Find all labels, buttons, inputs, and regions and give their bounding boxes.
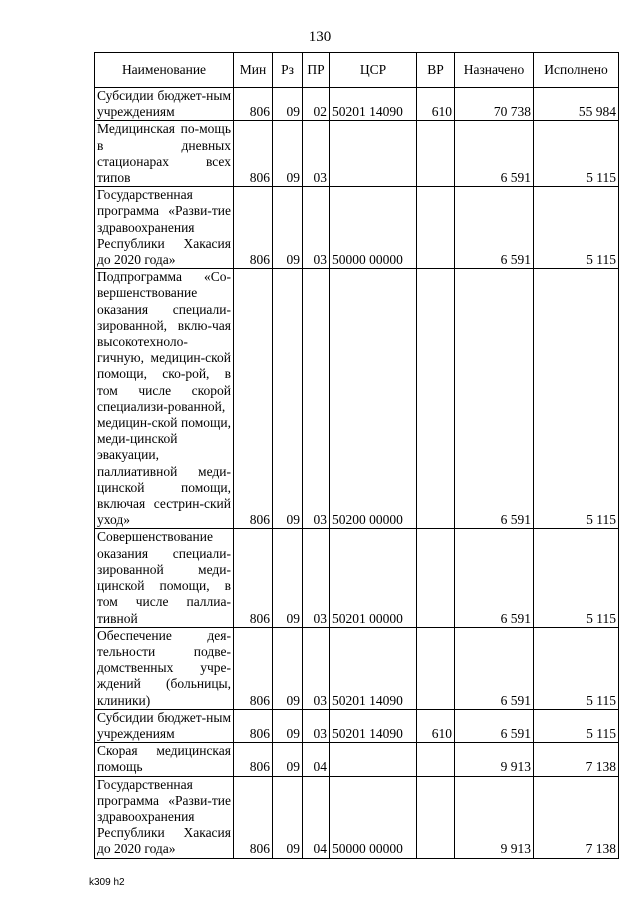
header-rz: Рз — [273, 53, 303, 88]
cell-name: Медицинская по-мощь в дневных стационарах всех типов — [95, 121, 234, 187]
cell-pr: 04 — [303, 743, 330, 776]
cell-vr — [417, 776, 455, 858]
header-csr: ЦСР — [330, 53, 417, 88]
cell-executed: 5 115 — [534, 187, 619, 269]
cell-csr: 50000 00000 — [330, 776, 417, 858]
header-assigned: Назначено — [455, 53, 534, 88]
cell-vr: 610 — [417, 709, 455, 742]
header-name: Наименование — [95, 53, 234, 88]
header-row — [95, 53, 619, 88]
cell-csr — [330, 121, 417, 187]
cell-executed: 55 984 — [534, 88, 619, 121]
cell-csr: 50201 14090 — [330, 709, 417, 742]
cell-rz: 09 — [273, 709, 303, 742]
cell-assigned: 6 591 — [455, 187, 534, 269]
footer-code: k309 h2 — [89, 877, 125, 888]
cell-assigned: 6 591 — [455, 269, 534, 529]
cell-pr: 03 — [303, 269, 330, 529]
cell-min: 806 — [234, 776, 273, 858]
cell-pr: 03 — [303, 709, 330, 742]
cell-min: 806 — [234, 88, 273, 121]
cell-executed: 7 138 — [534, 743, 619, 776]
cell-pr: 03 — [303, 187, 330, 269]
cell-csr: 50201 14090 — [330, 88, 417, 121]
cell-min: 806 — [234, 743, 273, 776]
cell-rz: 09 — [273, 269, 303, 529]
cell-csr: 50201 14090 — [330, 627, 417, 709]
cell-min: 806 — [234, 121, 273, 187]
table-row — [95, 776, 619, 858]
table-row — [95, 88, 619, 121]
cell-assigned: 70 738 — [455, 88, 534, 121]
cell-assigned: 6 591 — [455, 709, 534, 742]
cell-vr — [417, 269, 455, 529]
cell-csr — [330, 743, 417, 776]
cell-name: Подпрограмма «Со-вершенствование оказания специали-зированной, вклю-чая высокотехноло-гичную, медицин-ской помощи, ско-рой, в том числе скорой специализи-рованной, медицин-ской помощи, меди-цинской эвакуации, паллиативной меди-цинской помощи, включая сестрин-ский уход» — [95, 269, 234, 529]
cell-name: Обеспечение дея-тельности подве-домственных учре-ждений (больницы, клиники) — [95, 627, 234, 709]
header-vr: ВР — [417, 53, 455, 88]
cell-vr: 610 — [417, 88, 455, 121]
cell-rz: 09 — [273, 776, 303, 858]
cell-rz: 09 — [273, 121, 303, 187]
header-executed: Исполнено — [534, 53, 619, 88]
cell-vr — [417, 743, 455, 776]
cell-pr: 02 — [303, 88, 330, 121]
cell-rz: 09 — [273, 88, 303, 121]
cell-vr — [417, 627, 455, 709]
cell-assigned: 9 913 — [455, 743, 534, 776]
cell-assigned: 9 913 — [455, 776, 534, 858]
cell-pr: 03 — [303, 121, 330, 187]
cell-rz: 09 — [273, 743, 303, 776]
cell-pr: 04 — [303, 776, 330, 858]
cell-min: 806 — [234, 627, 273, 709]
cell-rz: 09 — [273, 529, 303, 627]
budget-table — [94, 52, 619, 859]
cell-name: Государственная программа «Разви-тие здравоохранения Республики Хакасия до 2020 года» — [95, 776, 234, 858]
cell-csr: 50201 00000 — [330, 529, 417, 627]
table-row — [95, 269, 619, 529]
table-row — [95, 627, 619, 709]
table-row — [95, 743, 619, 776]
cell-name: Субсидии бюджет-ным учреждениям — [95, 709, 234, 742]
cell-assigned: 6 591 — [455, 529, 534, 627]
cell-vr — [417, 187, 455, 269]
cell-rz: 09 — [273, 627, 303, 709]
cell-pr: 03 — [303, 627, 330, 709]
cell-min: 806 — [234, 709, 273, 742]
table-row — [95, 187, 619, 269]
cell-csr: 50000 00000 — [330, 187, 417, 269]
cell-assigned: 6 591 — [455, 627, 534, 709]
cell-vr — [417, 529, 455, 627]
cell-pr: 03 — [303, 529, 330, 627]
cell-csr: 50200 00000 — [330, 269, 417, 529]
cell-name: Совершенствование оказания специали-зированной меди-цинской помощи, в том числе паллиа-тивной — [95, 529, 234, 627]
page-number: 130 — [308, 29, 332, 45]
header-pr: ПР — [303, 53, 330, 88]
cell-executed: 5 115 — [534, 529, 619, 627]
cell-min: 806 — [234, 269, 273, 529]
cell-executed: 5 115 — [534, 121, 619, 187]
cell-vr — [417, 121, 455, 187]
table-row — [95, 529, 619, 627]
cell-name: Скорая медицинская помощь — [95, 743, 234, 776]
cell-name: Субсидии бюджет-ным учреждениям — [95, 88, 234, 121]
cell-name: Государственная программа «Разви-тие здравоохранения Республики Хакасия до 2020 года» — [95, 187, 234, 269]
cell-rz: 09 — [273, 187, 303, 269]
cell-executed: 5 115 — [534, 269, 619, 529]
cell-min: 806 — [234, 187, 273, 269]
table-row — [95, 121, 619, 187]
cell-executed: 5 115 — [534, 627, 619, 709]
cell-assigned: 6 591 — [455, 121, 534, 187]
table-row — [95, 709, 619, 742]
cell-min: 806 — [234, 529, 273, 627]
cell-executed: 5 115 — [534, 709, 619, 742]
cell-executed: 7 138 — [534, 776, 619, 858]
header-min: Мин — [234, 53, 273, 88]
